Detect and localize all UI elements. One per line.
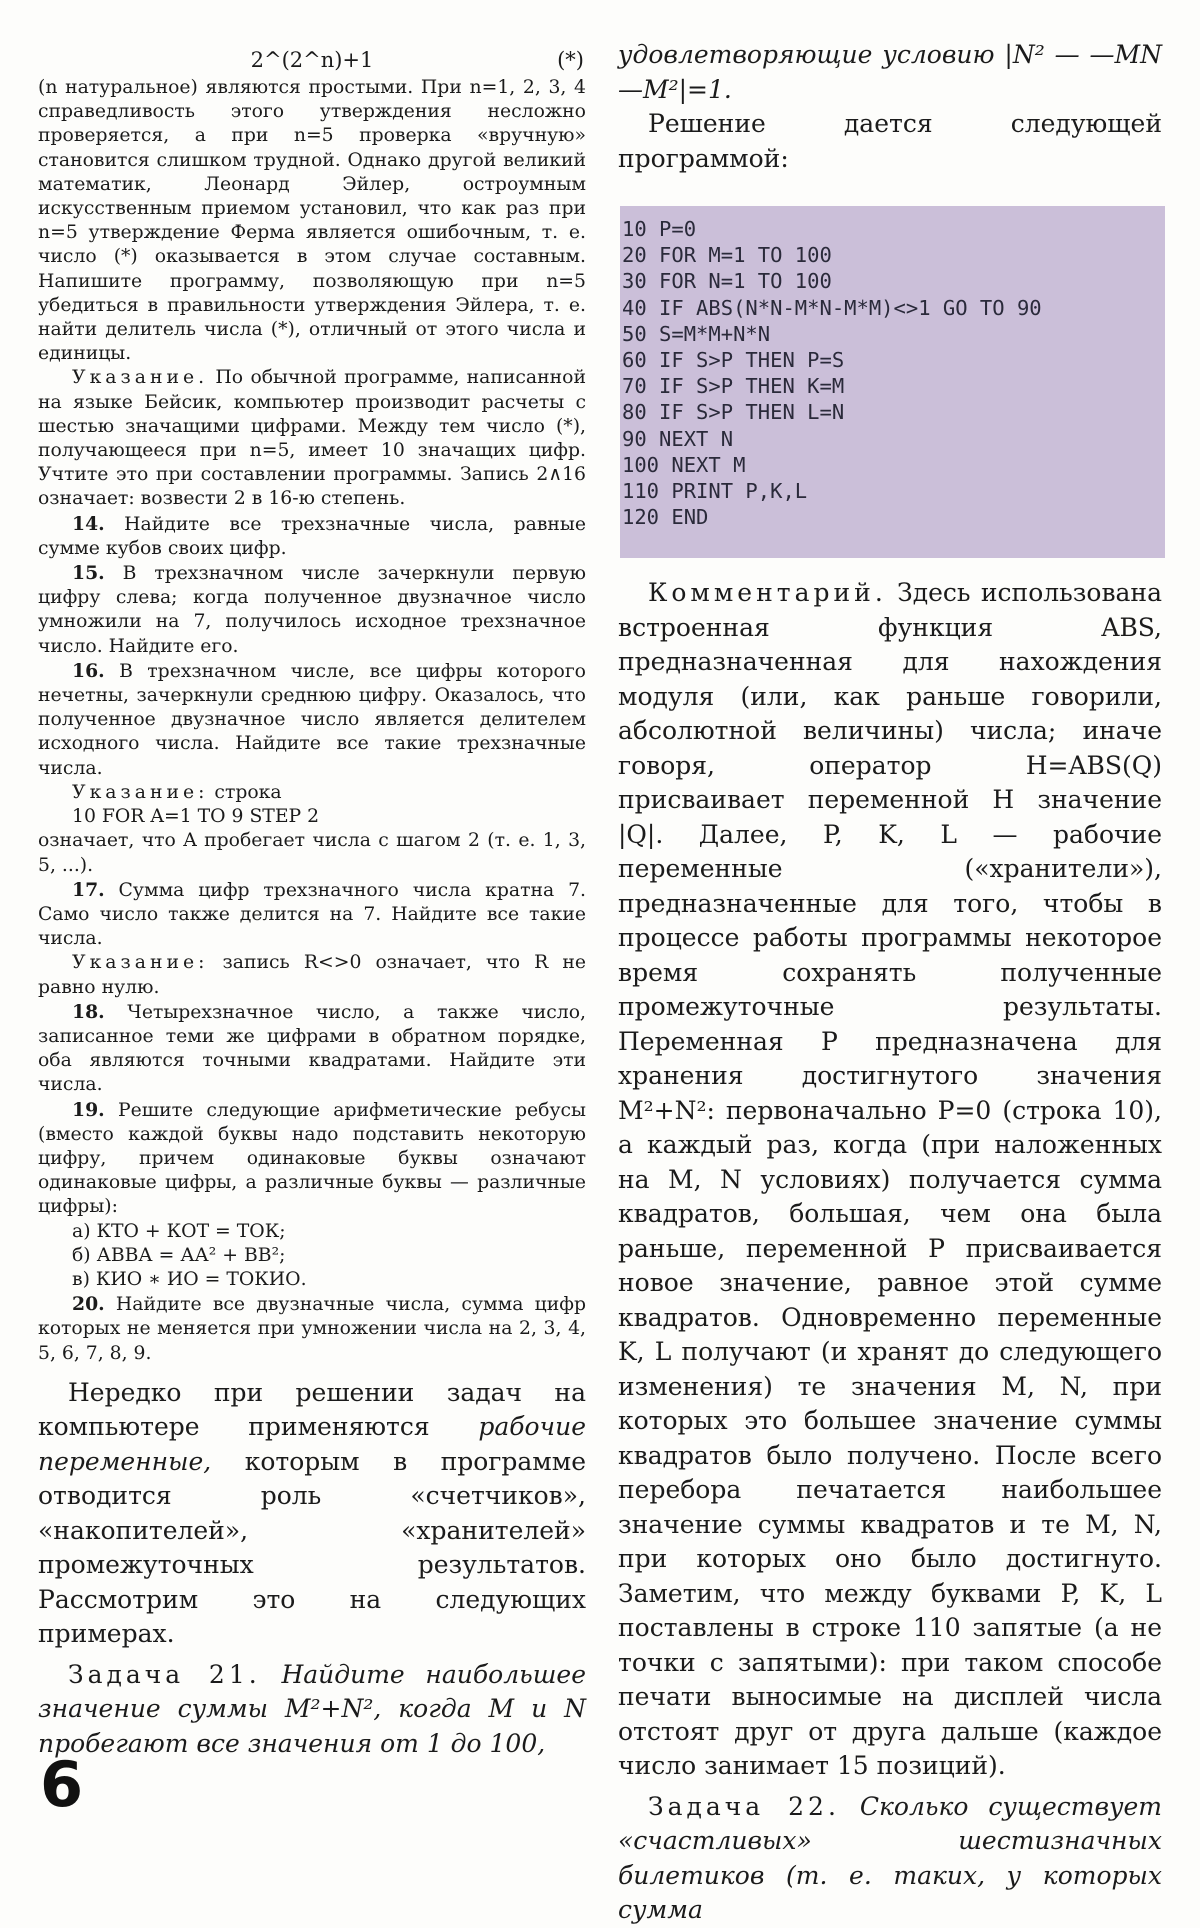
- large-text-block: [38, 1376, 586, 1762]
- code-line: 60 IF S>P THEN P=S: [622, 348, 845, 373]
- problem-16: 16. В трехзначном числе, все цифры которого нечетны, зачеркнули среднюю цифру. Оказалось, что полученное двузначное число является делителем исходного числа. Найдите все такие трехзначные числа.: [38, 659, 586, 779]
- problem-15: 15. В трехзначном числе зачеркнули первую цифру слева; когда полученное двузначное число умножили на 7, получилось исходное трехзначное число. Найдите его.: [38, 562, 586, 657]
- basic-program-listing: [620, 206, 1165, 558]
- hint-2-code: 10 FOR A=1 TO 9 STEP 2: [72, 806, 320, 828]
- rebus-a: а) КТО + КОТ = ТОК;: [72, 1220, 286, 1242]
- code-line: 100 NEXT M: [622, 452, 746, 477]
- working-variables-paragraph: Нередко при решении задач на компьютере применяются рабочие переменные, которым в программе отводится роль «счетчиков», «накопителей», «хранителей» промежуточных результатов. Рассмотрим это на следующих примерах.: [38, 1377, 586, 1649]
- rebus-c: в) КИО ∗ ИО = ТОКИО.: [72, 1268, 307, 1290]
- right-text-top: [618, 38, 1162, 176]
- problem-20: 20. Найдите все двузначные числа, сумма цифр которых не меняется при умножении числа на 2, 3, 4, 5, 6, 7, 8, 9.: [38, 1293, 586, 1364]
- code-line: 20 FOR M=1 TO 100: [622, 243, 832, 268]
- code-line: 50 S=M*M+N*N: [622, 321, 771, 346]
- page-number: 6: [40, 1748, 84, 1821]
- hint-3: Указание: запись R<>0 означает, что R не равно нулю.: [38, 952, 586, 998]
- right-text-bottom: [618, 576, 1162, 1928]
- left-column: [38, 0, 586, 1761]
- formula-text: 2^(2^n)+1: [250, 48, 374, 72]
- fermat-formula: [38, 48, 586, 76]
- hint-2-after: означает, что A пробегает числа с шагом 2 (т. е. 1, 3, 5, ...).: [38, 830, 586, 876]
- task-21-continuation: удовлетворяющие условию |N² — —MN—M²|=1.: [618, 40, 1162, 104]
- problem-18: 18. Четырехзначное число, а также число, записанное теми же цифрами в обратном порядке, оба являются точными квадратами. Найдите эти числа.: [38, 1000, 586, 1096]
- formula-star: (*): [557, 48, 584, 72]
- code-line: 70 IF S>P THEN K=M: [622, 374, 845, 399]
- right-column: [618, 0, 1162, 1928]
- commentary: Комментарий. Здесь использована встроенная функция ABS, предназначенная для нахождения модуля (или, как раньше говорили, абсолютной величины) числа; иначе говоря, оператор H=ABS(Q) присваивает переменной H значение |Q|. Далее, P, K, L — рабочие переменные («хранители»), предназначенные для того, чтобы в процессе работы программы некоторое время сохранять полученные промежуточные результаты. Переменная P предназначена для хранения достигнутого значения M²+N²: первоначально P=0 (строка 10), а каждый раз, когда (при наложенных на M, N условиях) получается сумма квадратов, большая, чем она была раньше, переменной P присваивается новое значение, равное этой сумме квадратов. Одновременно переменные K, L получают (и хранят до следующего изменения) те значения M, N, при которых это большее значение суммы квадратов было получено. После всего перебора печатается наибольшее значение суммы квадратов и те M, N, при которых оно было достигнуто. Заметим, что между буквами P, K, L поставлены в строке 110 запятые (а не точки с запятыми): при таком способе печати выносимые на дисплей числа отстоят друг от друга дальше (каждое число занимает 15 позиций).: [618, 578, 1162, 1780]
- code-line: 90 NEXT N: [622, 426, 734, 451]
- problem-19: 19. Решите следующие арифметические ребусы (вместо каждой буквы надо подставить некоторую цифру, причем одинаковые буквы означают одинаковые цифры, а различные буквы — различные цифры):: [38, 1098, 586, 1218]
- code-line: 110 PRINT P,K,L: [622, 479, 808, 504]
- hint-2: Указание: строка: [72, 781, 282, 803]
- code-line: 30 FOR N=1 TO 100: [622, 269, 832, 294]
- task-22: Задача 22. Сколько существует «счастливых» шестизначных билетиков (т. е. таких, у которых сумма: [618, 1791, 1162, 1924]
- small-text-block: [38, 76, 586, 1366]
- solution-intro: Решение дается следующей программой:: [618, 109, 1162, 173]
- problem-14: 14. Найдите все трехзначные числа, равные сумме кубов своих цифр.: [38, 512, 586, 559]
- code-line: 10 P=0: [622, 217, 697, 241]
- code-line: 40 IF ABS(N*N-M*N-M*M)<>1 GO TO 90: [622, 295, 1042, 320]
- code-line: 80 IF S>P THEN L=N: [622, 400, 845, 425]
- rebus-b: б) АВВА = АА² + ВВ²;: [72, 1244, 286, 1266]
- intro-paragraph: (n натуральное) являются простыми. При n=1, 2, 3, 4 справедливость этого утверждения несложно проверяется, а при n=5 проверка «вручную» становится слишком трудной. Однако другой великий математик, Леонард Эйлер, остроумным искусственным приемом установил, что как раз при n=5 утверждение Ферма является ошибочным, т. е. число (*) оказывается в этом случае составным. Напишите программу, позволяющую при n=5 убедиться в правильности утверждения Эйлера, т. е. найти делитель числа (*), отличный от этого числа и единицы.: [38, 77, 586, 365]
- code-line: 120 END: [622, 505, 709, 530]
- problem-17: 17. Сумма цифр трехзначного числа кратна 7. Само число также делится на 7. Найдите все такие числа.: [38, 878, 586, 950]
- task-21: Задача 21. Найдите наибольшее значение суммы M²+N², когда M и N пробегают все значения от 1 до 100,: [38, 1659, 586, 1758]
- hint-1: Указание. По обычной программе, написанной на языке Бейсик, компьютер производит расчеты с шестью значащими цифрами. Между тем число (*), получающееся при n=5, имеет 10 значащих цифр. Учтите это при составлении программы. Запись 2∧16 означает: возвести 2 в 16-ю степень.: [38, 367, 586, 510]
